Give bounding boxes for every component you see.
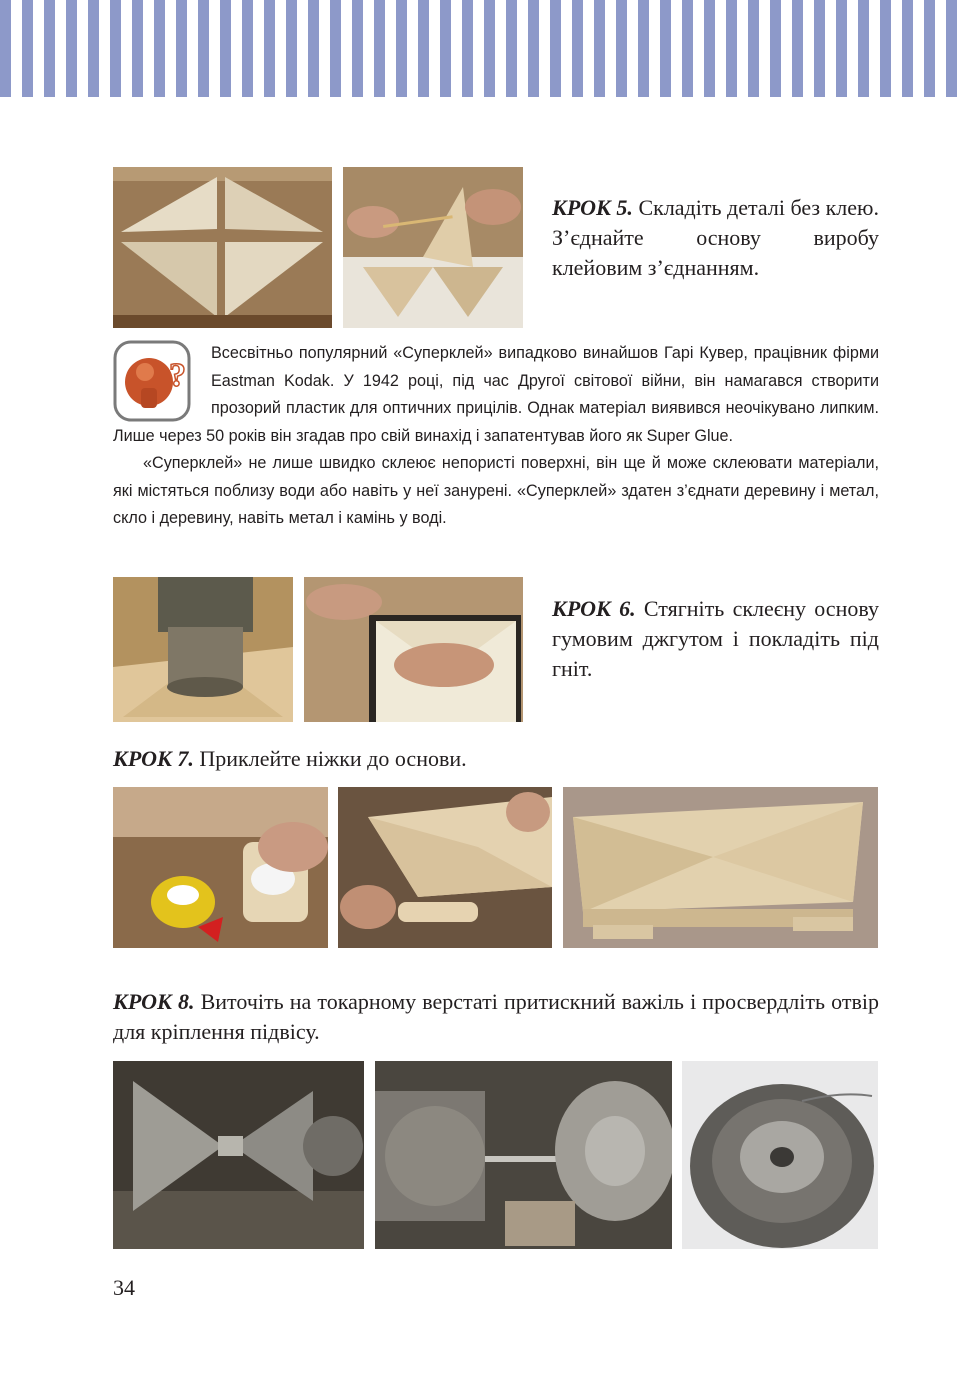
page-number: 34 <box>113 1275 135 1300</box>
info-block <box>113 340 879 533</box>
photo-step8-drilling <box>375 1061 672 1249</box>
photo-step8-finished-part <box>682 1061 878 1249</box>
photo-step5-pieces-arranged <box>113 167 332 328</box>
step5-text <box>552 193 879 283</box>
question-lightbulb-icon <box>113 340 191 422</box>
photo-step7-finished-base <box>563 787 878 948</box>
step6-label: КРОК 6. <box>552 596 636 621</box>
photo-step8-lathe-turning <box>113 1061 364 1249</box>
step6-description: Стягніть склеєну основу гумовим джгутом і покладіть під гніт. <box>552 596 879 681</box>
photo-step7-applying-glue <box>113 787 328 948</box>
photo-step7-attaching-leg <box>338 787 552 948</box>
step8-text <box>113 987 879 1047</box>
step7-description: Приклейте ніжки до основи. <box>193 746 467 771</box>
step8-label: КРОК 8. <box>113 989 195 1014</box>
info-paragraph-2: «Суперклей» не лише швидко склеює непористі поверхні, він ще й може склеювати матеріали, які містяться поблизу води або навіть у неї занурені. «Суперклей» здатен з’єднати деревину і метал, скло і деревину, навіть метал і камінь у воді. <box>113 454 879 527</box>
header-stripes <box>0 0 963 97</box>
photo-step6-hands-pressing <box>304 577 523 722</box>
step5-description: Складіть деталі без клею. З’єднайте основу виробу клейовим з’єднанням. <box>552 195 879 280</box>
step7-text <box>113 744 879 774</box>
step8-description: Виточіть на токарному верстаті притискний важіль і просвердліть отвір для кріплення підвісу. <box>113 989 879 1044</box>
photo-step5-hands-assembling <box>343 167 523 328</box>
svg-text:?: ? <box>169 357 186 394</box>
step7-label: КРОК 7. <box>113 746 194 771</box>
step6-text <box>552 594 879 684</box>
info-paragraph-1: Всесвітньо популярний «Суперклей» випадково винайшов Гарі Кувер, працівник фірми Eastman Kodak. У 1942 році, під час Другої світової війни, він намагався створити прозорий пластик для оптичних прицілів. Однак матеріал виявився неочікувано липким. Лише через 50 років він згадав про свій винахід і запатентував його як Super Glue. <box>113 344 879 445</box>
photo-step6-weight-press <box>113 577 293 722</box>
step5-label: КРОК 5. <box>552 195 633 220</box>
